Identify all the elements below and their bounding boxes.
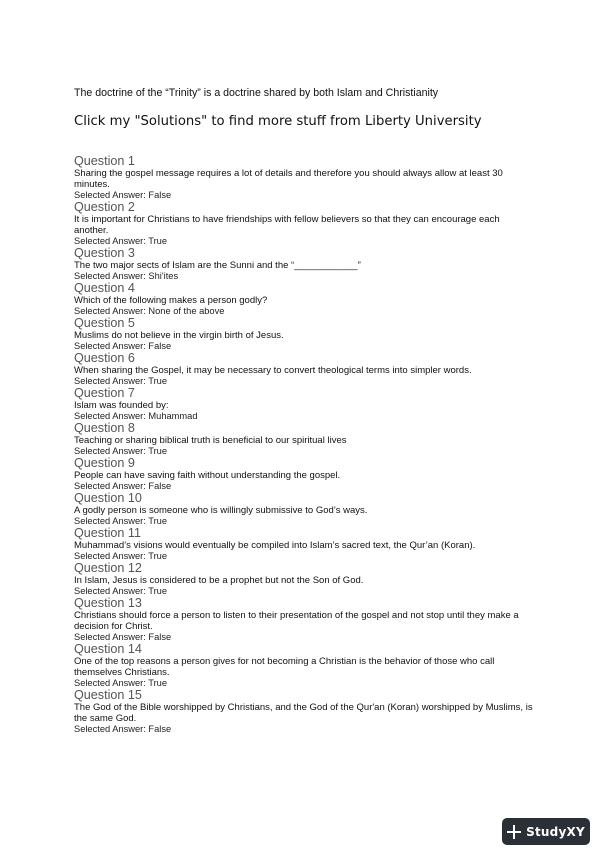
selected-answer: Selected Answer: False (74, 481, 172, 491)
question-heading: Question 2 (74, 200, 135, 214)
question-item (74, 155, 534, 201)
question-text: Islam was founded by: (74, 400, 169, 411)
question-heading: Question 3 (74, 246, 135, 260)
badge-label: StudyXY (526, 824, 585, 839)
question-heading: Question 12 (74, 561, 142, 575)
selected-answer: Selected Answer: True (74, 586, 168, 596)
selected-answer: Selected Answer: True (74, 678, 168, 688)
question-item (74, 562, 534, 597)
question-item (74, 457, 534, 492)
selected-answer: Selected Answer: True (74, 551, 168, 561)
selected-answer: Selected Answer: False (74, 341, 172, 351)
question-item (74, 317, 534, 352)
question-heading: Question 5 (74, 316, 135, 330)
document-title: The doctrine of the “Trinity” is a doctrine shared by both Islam and Christianity (74, 87, 439, 99)
question-text: Which of the following makes a person godly? (74, 295, 268, 306)
question-item (74, 643, 534, 689)
question-heading: Question 15 (74, 688, 142, 702)
question-heading: Question 14 (74, 642, 142, 656)
question-text: When sharing the Gospel, it may be necessary to convert theological terms into simpler words. (74, 365, 472, 376)
question-text: Muhammad’s visions would eventually be compiled into Islam’s sacred text, the Qur’an (Koran). (74, 540, 476, 551)
selected-answer: Selected Answer: False (74, 190, 172, 200)
question-heading: Question 11 (74, 526, 141, 540)
question-heading: Question 6 (74, 351, 135, 365)
question-text: The two major sects of Islam are the Sunni and the “____________” (74, 260, 361, 271)
question-text: The God of the Bible worshipped by Christians, and the God of the Qur'an (Koran) worshipped by Muslims, is the same God. (74, 702, 533, 724)
question-item (74, 282, 534, 317)
plus-icon (507, 825, 521, 839)
selected-answer: Selected Answer: True (74, 446, 168, 456)
question-text: People can have saving faith without understanding the gospel. (74, 470, 341, 481)
question-text: A godly person is someone who is willingly submissive to God’s ways. (74, 505, 368, 516)
question-list (74, 155, 534, 735)
question-item (74, 597, 534, 643)
question-heading: Question 7 (74, 386, 135, 400)
selected-answer: Selected Answer: True (74, 516, 168, 526)
question-item (74, 689, 534, 735)
selected-answer: Selected Answer: True (74, 236, 168, 246)
question-heading: Question 9 (74, 456, 135, 470)
question-item (74, 492, 534, 527)
question-text: One of the top reasons a person gives for not becoming a Christian is the behavior of those who call themselves Christians. (74, 656, 495, 678)
question-item (74, 352, 534, 387)
question-item (74, 527, 534, 562)
selected-answer: Selected Answer: False (74, 724, 172, 734)
selected-answer: Selected Answer: True (74, 376, 168, 386)
question-item (74, 387, 534, 422)
question-text: Sharing the gospel message requires a lot of details and therefore you should always allow at least 30 minutes. (74, 168, 503, 190)
question-text: Christians should force a person to listen to their presentation of the gospel and not stop until they make a decision for Christ. (74, 610, 519, 632)
question-text: It is important for Christians to have friendships with fellow believers so that they can encourage each another. (74, 214, 500, 236)
document-body (74, 86, 534, 735)
question-heading: Question 8 (74, 421, 135, 435)
question-heading: Question 13 (74, 596, 142, 610)
studyxy-badge[interactable] (502, 818, 590, 845)
question-text: In Islam, Jesus is considered to be a prophet but not the Son of God. (74, 575, 364, 586)
selected-answer: Selected Answer: Shi'ites (74, 271, 179, 281)
selected-answer: Selected Answer: None of the above (74, 306, 225, 316)
selected-answer: Selected Answer: False (74, 632, 172, 642)
question-item (74, 247, 534, 282)
question-item (74, 201, 534, 247)
question-text: Muslims do not believe in the virgin birth of Jesus. (74, 330, 284, 341)
question-text: Teaching or sharing biblical truth is beneficial to our spiritual lives (74, 435, 347, 446)
question-heading: Question 10 (74, 491, 142, 505)
promo-text: Click my "Solutions" to find more stuff from Liberty University (74, 114, 482, 129)
question-heading: Question 4 (74, 281, 135, 295)
question-heading: Question 1 (74, 154, 135, 168)
selected-answer: Selected Answer: Muhammad (74, 411, 198, 421)
question-item (74, 422, 534, 457)
